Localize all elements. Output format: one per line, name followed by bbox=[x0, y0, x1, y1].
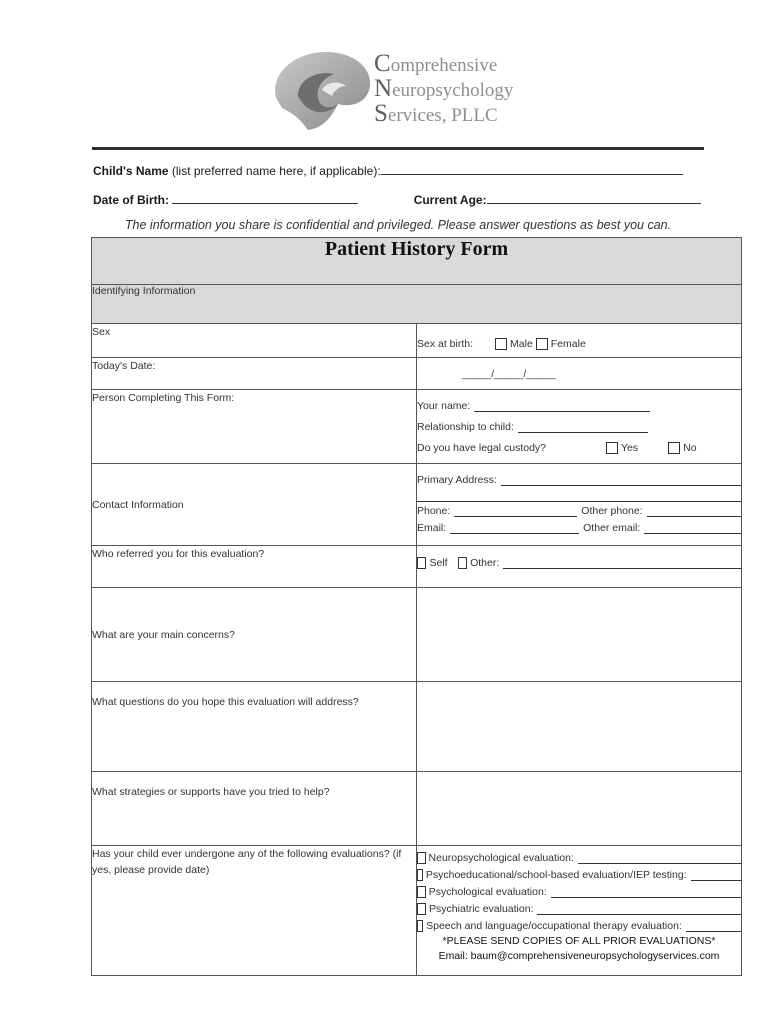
child-name-field[interactable] bbox=[381, 162, 683, 175]
female-checkbox[interactable] bbox=[536, 338, 548, 350]
logo-line-1: omprehensive bbox=[390, 55, 498, 76]
psych-eval-checkbox[interactable] bbox=[417, 886, 426, 898]
psych-eval-label: Psychological evaluation: bbox=[428, 885, 547, 898]
company-logo-text bbox=[374, 52, 513, 127]
sex-at-birth-label: Sex at birth: bbox=[417, 337, 474, 350]
age-field[interactable] bbox=[487, 191, 701, 204]
evaluations-label: Has your child ever undergone any of the following evaluations? (if yes, please provide date) bbox=[92, 846, 417, 976]
custody-no-checkbox[interactable] bbox=[668, 442, 680, 454]
psychoed-eval-date[interactable] bbox=[691, 869, 741, 881]
male-label: Male bbox=[510, 337, 533, 350]
evaluations-value bbox=[417, 846, 742, 976]
dob-row bbox=[93, 191, 701, 207]
header-divider bbox=[92, 147, 704, 150]
referral-label: Who referred you for this evaluation? bbox=[92, 546, 417, 588]
your-name-field[interactable] bbox=[474, 400, 650, 412]
child-name-label: Child's Name bbox=[93, 164, 169, 178]
psychiatric-eval-label: Psychiatric evaluation: bbox=[429, 902, 534, 915]
referral-other-checkbox[interactable] bbox=[458, 557, 467, 569]
custody-yes-checkbox[interactable] bbox=[606, 442, 618, 454]
questions-label: What questions do you hope this evaluation will address? bbox=[92, 682, 417, 772]
child-name-hint: (list preferred name here, if applicable): bbox=[171, 164, 381, 178]
section-heading: Identifying Information bbox=[92, 285, 742, 324]
other-phone-label: Other phone: bbox=[581, 504, 643, 517]
neuropsych-eval-checkbox[interactable] bbox=[417, 852, 426, 864]
psychiatric-eval-date[interactable] bbox=[537, 903, 741, 915]
phone-field[interactable] bbox=[454, 505, 577, 517]
psychiatric-eval-checkbox[interactable] bbox=[417, 903, 426, 915]
questions-answer[interactable] bbox=[417, 682, 742, 772]
relationship-field[interactable] bbox=[518, 421, 648, 433]
email-field[interactable] bbox=[450, 522, 579, 534]
psychoed-eval-label: Psychoeducational/school-based evaluation/IEP testing: bbox=[425, 868, 687, 881]
logo-initial-c: C bbox=[374, 50, 391, 77]
custody-label: Do you have legal custody? bbox=[417, 441, 546, 454]
todays-date-field[interactable]: _____/_____/_____ bbox=[462, 367, 556, 380]
logo-line-2: europsychology bbox=[392, 80, 514, 101]
contact-email-note: Email: baum@comprehensiveneuropsychologyservices.com bbox=[438, 950, 720, 962]
person-completing-value bbox=[417, 390, 742, 464]
person-completing-label: Person Completing This Form: bbox=[92, 390, 417, 464]
female-label: Female bbox=[550, 337, 586, 350]
psych-eval-date[interactable] bbox=[551, 886, 741, 898]
psychoed-eval-checkbox[interactable] bbox=[417, 869, 423, 881]
male-checkbox[interactable] bbox=[495, 338, 507, 350]
referral-self-label: Self bbox=[429, 556, 448, 569]
other-email-label: Other email: bbox=[583, 521, 641, 534]
dob-field[interactable] bbox=[172, 191, 358, 204]
other-phone-field[interactable] bbox=[647, 505, 741, 517]
patient-history-table bbox=[91, 237, 742, 976]
contact-info-label: Contact Information bbox=[92, 464, 417, 546]
strategies-label: What strategies or supports have you tried to help? bbox=[92, 772, 417, 846]
confidentiality-notice: The information you share is confidential and privileged. Please answer questions as best you can. bbox=[124, 218, 672, 232]
speech-eval-date[interactable] bbox=[686, 920, 741, 932]
todays-date-value bbox=[417, 358, 742, 390]
dob-label: Date of Birth: bbox=[93, 193, 169, 207]
sex-label: Sex bbox=[92, 324, 417, 358]
other-email-field[interactable] bbox=[644, 522, 741, 534]
referral-other-field[interactable] bbox=[503, 557, 741, 569]
email-label: Email: bbox=[417, 521, 447, 534]
logo-line-3: ervices, PLLC bbox=[387, 105, 498, 126]
neuropsych-eval-date[interactable] bbox=[578, 852, 741, 864]
sex-value bbox=[417, 324, 742, 358]
form-title: Patient History Form bbox=[324, 238, 509, 260]
neuropsych-eval-label: Neuropsychological evaluation: bbox=[428, 851, 574, 864]
prior-evaluations-note: *PLEASE SEND COPIES OF ALL PRIOR EVALUATIONS* bbox=[442, 935, 716, 947]
logo-initial-n: N bbox=[374, 75, 393, 102]
address-field[interactable] bbox=[501, 474, 741, 486]
logo-initial-s: S bbox=[374, 100, 388, 127]
referral-value bbox=[417, 546, 742, 588]
child-name-row bbox=[93, 162, 683, 178]
relationship-label: Relationship to child: bbox=[417, 420, 514, 433]
custody-yes-label: Yes bbox=[621, 441, 639, 454]
address-field-line-2[interactable] bbox=[417, 490, 741, 502]
your-name-label: Your name: bbox=[417, 399, 471, 412]
referral-self-checkbox[interactable] bbox=[417, 557, 426, 569]
custody-no-label: No bbox=[683, 441, 697, 454]
concerns-answer[interactable] bbox=[417, 588, 742, 682]
address-label: Primary Address: bbox=[417, 473, 497, 486]
concerns-label: What are your main concerns? bbox=[92, 588, 417, 682]
referral-other-label: Other: bbox=[470, 556, 500, 569]
phone-label: Phone: bbox=[417, 504, 451, 517]
todays-date-label: Today's Date: bbox=[92, 358, 417, 390]
speech-eval-label: Speech and language/occupational therapy evaluation: bbox=[426, 919, 682, 932]
speech-eval-checkbox[interactable] bbox=[417, 920, 423, 932]
age-label: Current Age: bbox=[413, 193, 487, 207]
contact-info-value bbox=[417, 464, 742, 546]
strategies-answer[interactable] bbox=[417, 772, 742, 846]
form-title-cell bbox=[92, 238, 742, 285]
